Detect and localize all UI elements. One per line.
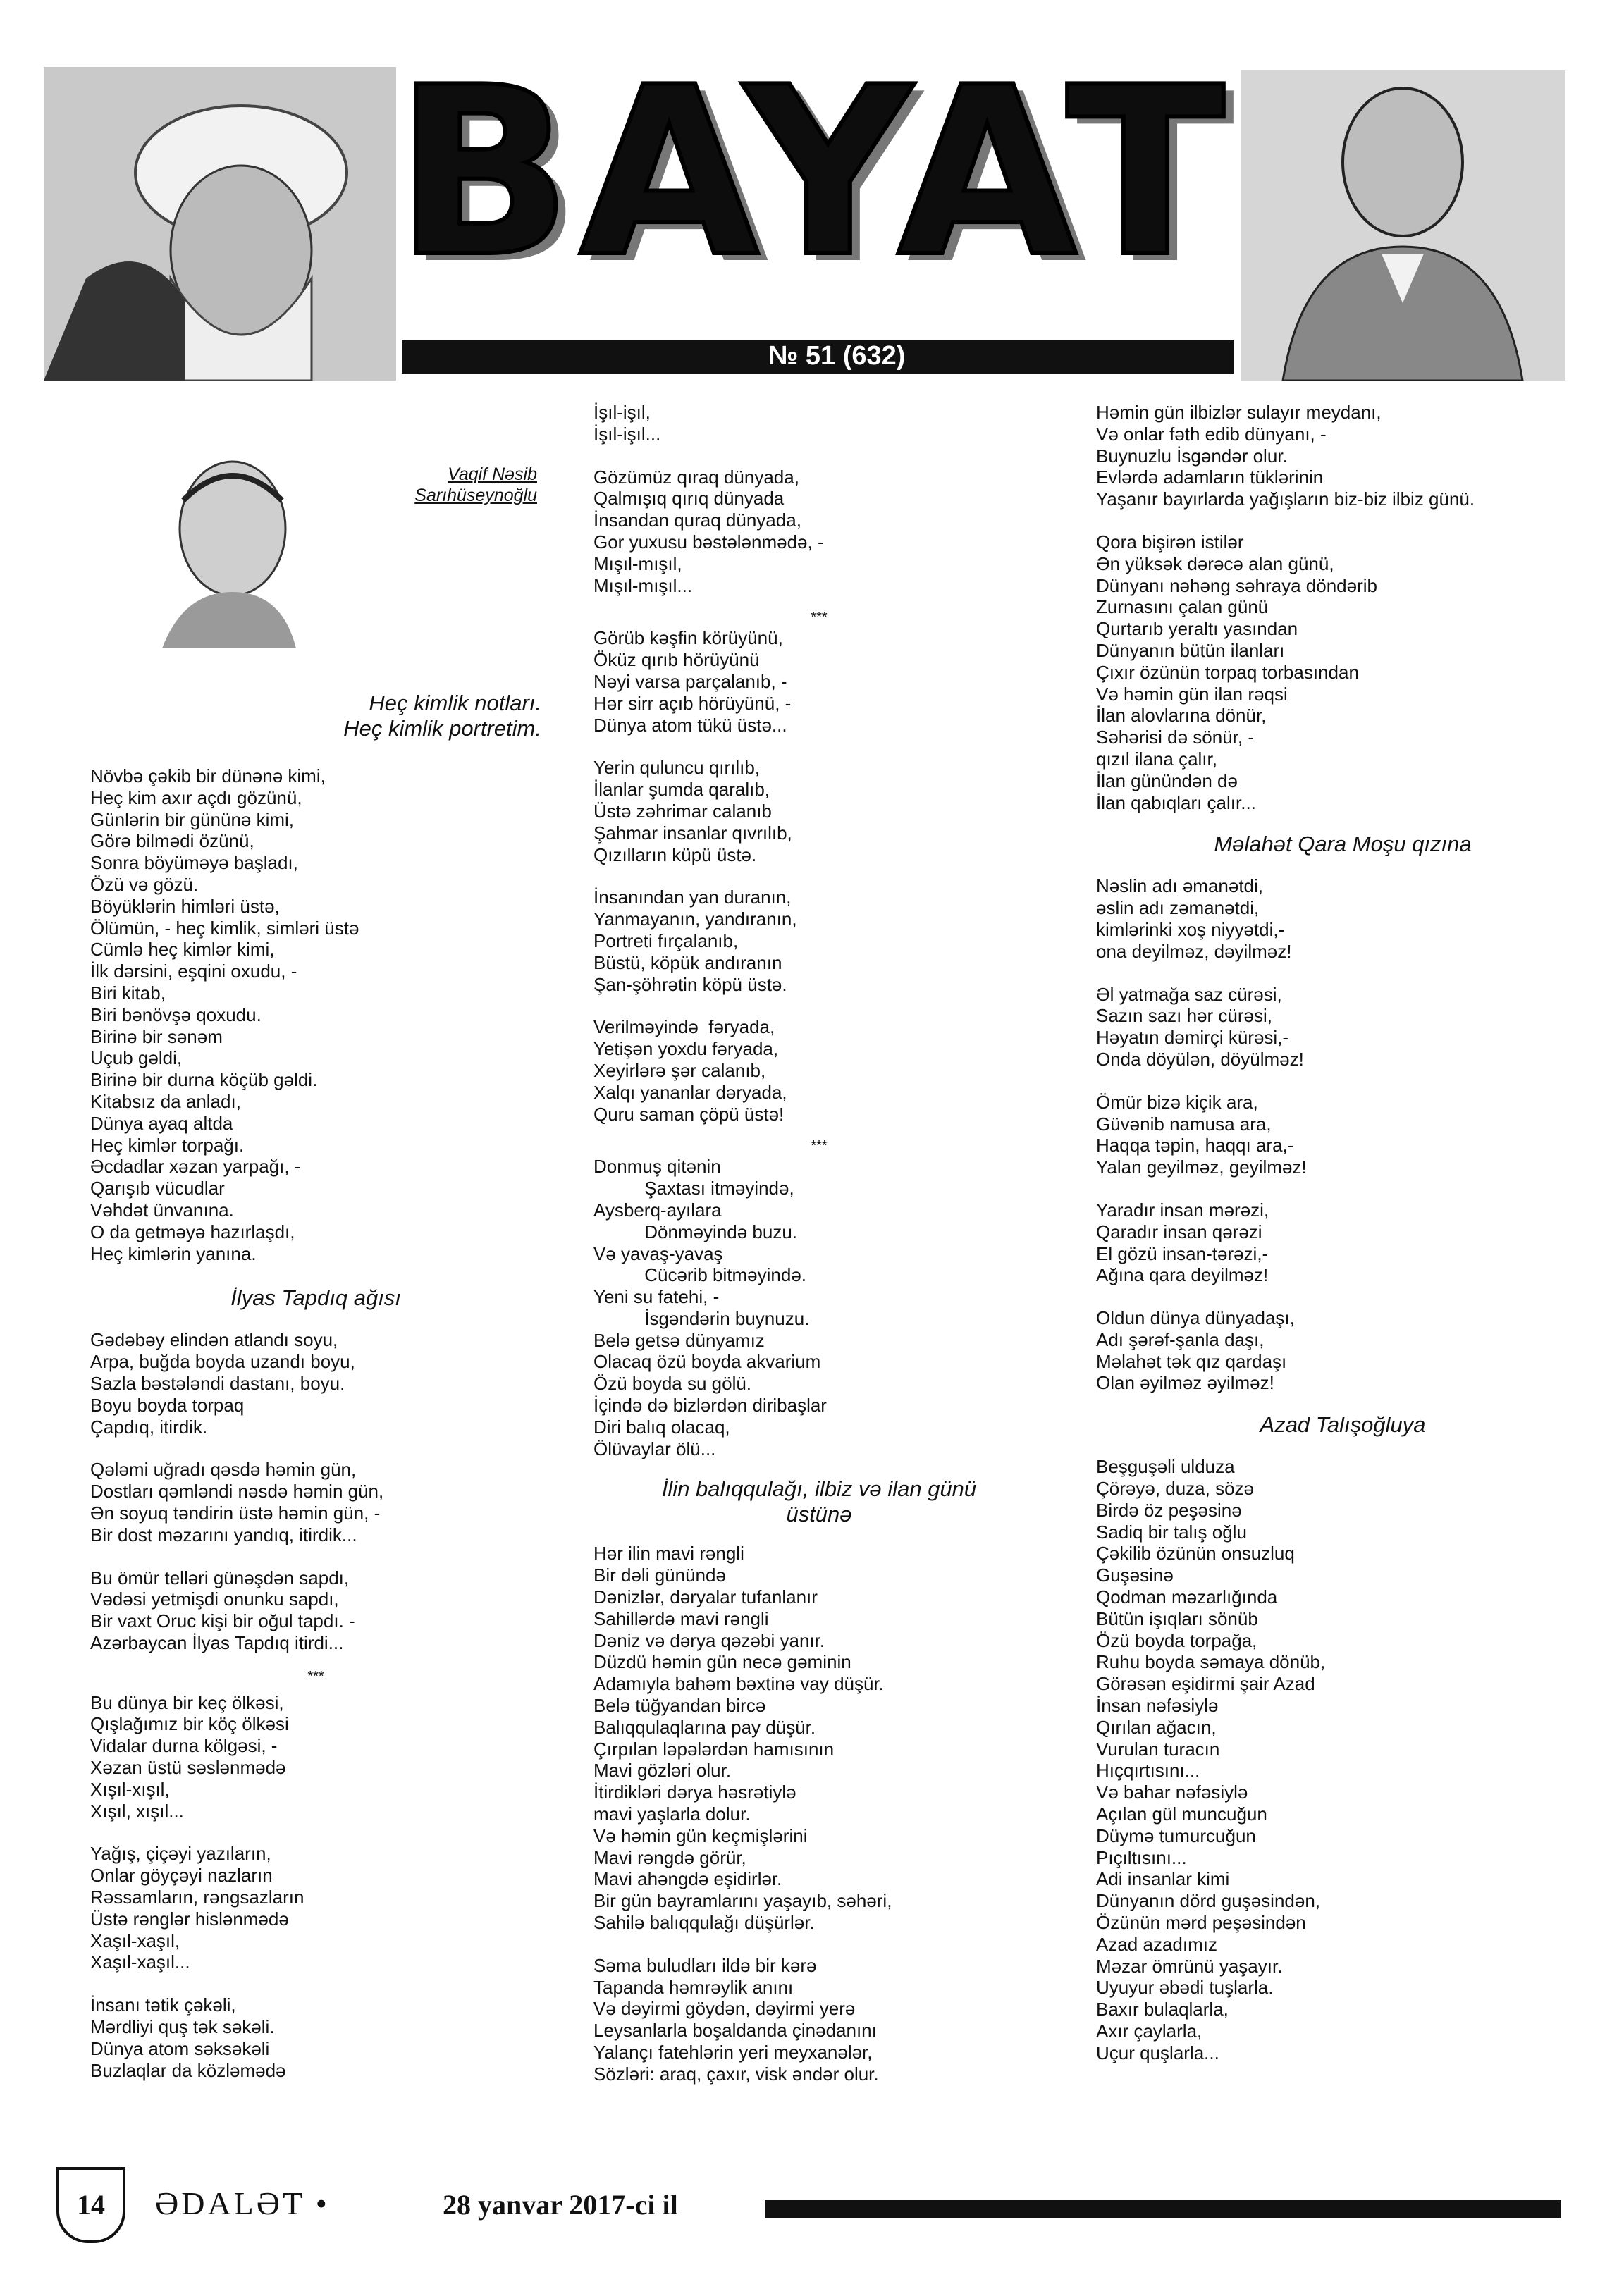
footer-rule <box>765 2200 1561 2218</box>
col1-heading-2: İlyas Tapdıq ağısı <box>230 1285 401 1311</box>
issue-date: 28 yanvar 2017-ci il <box>443 2189 678 2221</box>
col1-stanza-2: Qələmi uğradı qəsdə həmin gün, Dostları qəmləndi nəsdə həmin gün, Ən soyuq təndirin üstə həmin gün, - Bir dost məzarını yandıq, itirdik... <box>90 1459 384 1545</box>
col2-stanza-5: İnsanından yan duranın, Yanmayanın, yandıranın, Portreti fırçalanıb, Büstü, köpük andıranın Şan-şöhrətin köpü üstə. <box>593 887 797 995</box>
author-photo <box>134 451 303 648</box>
col3-stanza-7: Oldun dünya dünyadaşı, Adı şərəf-şanla daşı, Məlahət tək qız qardaşı Olan əyilməz əyilməz! <box>1096 1307 1295 1394</box>
col3-stanza-6: Yaradır insan mərəzi, Qaradır insan qərəzi El gözü insan-tərəzi,- Ağına qara deyilməz! <box>1096 1199 1269 1286</box>
col2-stanza-8: Hər ilin mavi rəngli Bir dəli günündə Dənizlər, dəryalar tufanlanır Sahillərdə mavi rəngli Dəniz və dərya qəzəbi yanır. Düzdü həmin gün necə gəminin Adamıyla bahəm bəxtinə vay düşür. Belə tüğyandan bircə Balıqqulaqlarına pay düşür. Çırpılan ləpələrdən hamısının Mavi gözləri olur. İtirdikləri dərya həsrətiylə mavi yaşlarla dolur. Və həmin gün keçmişlərini Mavi rəngdə görür, Mavi ahəngdə eşidirlər. Bir gün bayramlarını yaşayıb, səhəri, Sahilə balıqqulağı düşürlər. <box>593 1543 892 1934</box>
col2-stanza-2: Gözümüz qıraq dünyada, Qalmışıq qırıq dünyada İnsandan quraq dünyada, Gor yuxusu bəstələnmədə, - Mışıl-mışıl, Mışıl-mışıl... <box>593 466 824 596</box>
col1-heading-1b: Heç kimlik portretim. <box>343 716 541 741</box>
col1-stanza-5: Yağış, çiçəyi yazıların, Onlar göyçəyi nazların Rəssamların, rəngsazların Üstə rənglər hislənmədə Xaşıl-xaşıl, Xaşıl-xaşıl... <box>90 1843 304 1973</box>
author-second-line: Sarıhüseynoğlu <box>414 486 537 505</box>
col3-stanza-5: Ömür bizə kiçik ara, Güvənib namusa ara, Haqqa təpin, haqqı ara,- Yalan geyilməz, geyilməz! <box>1096 1091 1307 1178</box>
column-2 <box>593 402 1045 2085</box>
portrait-right <box>1241 70 1565 381</box>
newspaper-name: ƏDALƏT • <box>155 2185 330 2221</box>
author-photo-drawing <box>134 451 303 648</box>
portrait-left <box>44 67 396 381</box>
col1-separator: *** <box>307 1668 324 1684</box>
col2-separator-1: *** <box>811 610 828 626</box>
col2-stanza-4: Yerin quluncu qırılıb, İlanlar şumda qaralıb, Üstə zəhrimar calanıb Şahmar insanlar qıvrılıb, Qızılların küpü üstə. <box>593 757 792 865</box>
col1-heading-1a: Heç kimlik notları. <box>369 691 541 715</box>
col1-stanza-3: Bu ömür telləri günəşdən sapdı, Vədəsi yetmişdi onunku sapdı, Bir vaxt Oruc kişi bir oğul tapdı. - Azərbaycan İlyas Tapdıq itirdi... <box>90 1567 355 1653</box>
author-first-line: Vaqif Nəsib <box>448 464 537 484</box>
issue-bar <box>402 340 1234 374</box>
col2-stanza-6: Verilməyində fəryada, Yetişən yoxdu fəryada, Xeyirlərə şər calanıb, Xalqı yananlar dəryada, Quru saman çöpü üstə! <box>593 1016 787 1125</box>
col2-heading-1a: İlin balıqqulağı, ilbiz və ilan günü <box>661 1476 977 1502</box>
col3-heading-1: Məlahət Qara Moşu qızına <box>1214 832 1472 857</box>
col2-stanza-3: Görüb kəşfin körüyünü, Öküz qırıb hörüyünü Nəyi varsa parçalanıb, - Hər sirr açıb hörüyünü, - Dünya atom tükü üstə... <box>593 627 792 736</box>
col2-stanza-7: Donmuş qitənin Şaxtası itməyində, Aysberq-ayılara Dönməyində buzu. Və yavaş-yavaş Cücərib bitməyində. Yeni su fatehi, - İsgəndərin buynuzu. Belə getsə dünyamız Olacaq özü boyda akvarium Özü boyda su gölü. İçində də bizlərdən diribaşlar Diri balıq olacaq, Ölüvaylar ölü... <box>593 1156 827 1459</box>
col3-stanza-3: Nəslin adı əmanətdi, əslin adı zəmanətdi, kimlərinki xoş niyyətdi,- ona deyilməz, dəyilməz! <box>1096 875 1292 962</box>
col2-heading-1b: üstünə <box>786 1502 852 1527</box>
col2-stanza-9: Səma buludları ildə bir kərə Tapanda həmrəylik anını Və dəyirmi göydən, dəyirmi yerə Leysanlarla boşaldanda çinədanını Yalançı fatehlərin yeri meyxanələr, Sözləri: araq, çaxır, visk əndər olur. <box>593 1954 879 2085</box>
col2-stanza-1: İşıl-işıl, İşıl-işıl... <box>593 402 661 445</box>
col3-stanza-2: Qora bişirən istilər Ən yüksək dərəcə alan günü, Dünyanı nəhəng səhraya döndərib Zurnasını çalan günü Qurtarıb yeraltı yasından Dünyanın bütün ilanları Çıxır özünün torpaq torbasından Və həmin gün ilan rəqsi İlan alovlarına dönür, Səhərisi də sönür, - qızıl ilana çalır, İlan günündən də İlan qabıqları çalır... <box>1096 531 1377 813</box>
author-byline <box>324 464 537 506</box>
portrait-left-drawing <box>44 67 396 381</box>
col1-poem-1: Növbə çəkib bir dünənə kimi, Heç kim axır açdı gözünü, Günlərin bir gününə kimi, Görə bilmədi özünü, Sonra böyüməyə başladı, Özü və gözü. Böyüklərin himləri üstə, Ölümün, - heç kimlik, simləri üstə Cümlə heç kimlər kimi, İlk dərsini, eşqini oxudu, - Biri kitab, Biri bənövşə qoxudu. Birinə bir sənəm Uçub gəldi, Birinə bir durna köçüb gəldi. Kitabsız da anladı, Dünya ayaq altda Heç kimlər torpağı. Əcdadlar xəzan yarpağı, - Qarışıb vücudlar Vəhdət ünvanına. O da getməyə hazırlaşdı, Heç kimlərin yanına. <box>90 765 359 1264</box>
col3-stanza-8: Beşguşəli ulduza Çörəyə, duza, sözə Birdə öz peşəsinə Sadiq bir talış oğlu Çəkilib özünün onsuzluq Guşəsinə Qodman məzarlığında Bütün işıqları sönüb Özü boyda torpağa, Ruhu boyda səmaya dönüb, Görəsən eşidirmi şair Azad İnsan nəfəsiylə Qırılan ağacın, Vurulan turacın Hıçqırtısını... Və bahar nəfəsiylə Açılan gül muncuğun Düymə tumurcuğun Pıçıltısını... Adi insanlar kimi Dünyanın dörd guşəsindən, Özünün mərd peşəsindən Azad azadımız Məzar ömrünü yaşayır. Uyuyur əbədi tuşlarla. Baxır bulaqlarla, Axır çaylarla, Uçur quşlarla... <box>1096 1456 1326 2063</box>
col2-separator-2: *** <box>811 1138 828 1154</box>
portrait-right-drawing <box>1241 70 1565 381</box>
col1-stanza-6: İnsanı tətik çəkəli, Mərdliyi quş tək səkəli. Dünya atom səksəkəli Buzlaqlar da közləmədə <box>90 1994 286 2081</box>
column-3 <box>1096 402 1589 2064</box>
page-number-badge <box>56 2167 125 2243</box>
col3-heading-2: Azad Talışoğluya <box>1260 1412 1426 1438</box>
column-1 <box>90 691 541 2081</box>
col1-stanza-1: Gədəbəy elindən atlandı soyu, Arpa, buğda boyda uzandı boyu, Sazla bəstələndi dastanı, boyu. Boyu boyda torpaq Çapdıq, itirdik. <box>90 1329 355 1438</box>
page-number: 14 <box>77 2189 105 2221</box>
issue-number: № 51 (632) <box>768 341 906 371</box>
col3-stanza-4: Əl yatmağa saz cürəsi, Sazın sazı hər cürəsi, Həyatın dəmirçi kürəsi,- Onda döyülən, döyülməz! <box>1096 983 1304 1070</box>
col1-stanza-4: Bu dünya bir keç ölkəsi, Qışlağımız bir köç ölkəsi Vidalar durna kölgəsi, - Xəzan üstü səslənmədə Xışıl-xışıl, Xışıl, xışıl... <box>90 1691 289 1822</box>
col3-stanza-1: Həmin gün ilbizlər sulayır meydanı, Və onlar fəth edib dünyanı, - Buynuzlu İsgəndər olur. Evlərdə adamların tüklərinin Yaşanır bayırlarda yağışların biz-biz ilbiz günü. <box>1096 402 1475 510</box>
masthead-title: BAYAT <box>395 37 1232 308</box>
